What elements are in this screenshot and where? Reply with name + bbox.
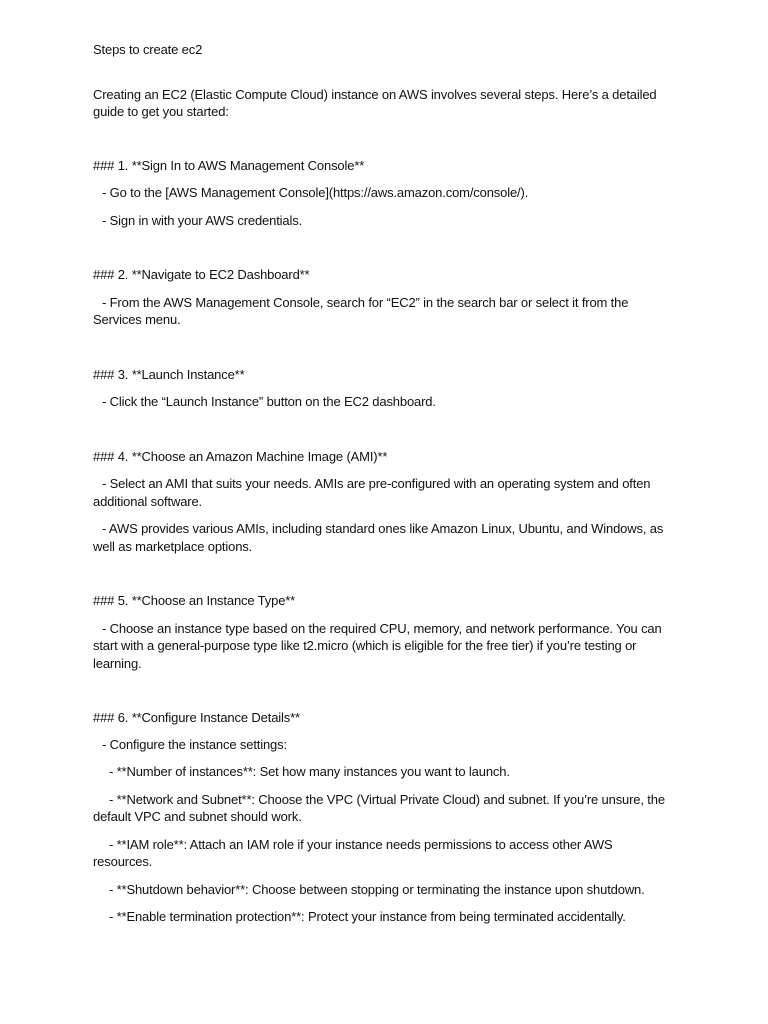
- step-5: [93, 592, 675, 672]
- step-heading: ### 3. **Launch Instance**: [93, 366, 245, 382]
- step-item: - Go to the [AWS Management Console](https://aws.amazon.com/console/).: [102, 185, 529, 200]
- step-subitem: - **Network and Subnet**: Choose the VPC (Virtual Private Cloud) and subnet. If you’re unsure, the default VPC and subnet should work.: [93, 791, 665, 824]
- document-title: Steps to create ec2: [93, 42, 203, 57]
- step-heading: ### 4. **Choose an Amazon Machine Image (AMI)**: [93, 448, 388, 464]
- step-item: - Sign in with your AWS credentials.: [102, 212, 303, 228]
- step-subitem: - **IAM role**: Attach an IAM role if your instance needs permissions to access other AWS resources.: [93, 836, 613, 869]
- step-item: - AWS provides various AMIs, including standard ones like Amazon Linux, Ubuntu, and Windows, as well as marketplace options.: [93, 521, 664, 554]
- step-item: - Configure the instance settings:: [102, 736, 287, 752]
- step-3: [93, 366, 675, 411]
- step-2: [93, 266, 675, 329]
- step-item: - From the AWS Management Console, search for “EC2” in the search bar or select it from the Services menu.: [93, 294, 629, 327]
- step-item: - Select an AMI that suits your needs. AMIs are pre-configured with an operating system and often additional software.: [93, 476, 651, 509]
- step-subitem: - **Enable termination protection**: Protect your instance from being terminated accidentally.: [109, 909, 626, 924]
- step-1: [93, 157, 675, 230]
- step-heading: ### 6. **Configure Instance Details**: [93, 710, 300, 725]
- step-6: [93, 709, 675, 926]
- step-subitem: - **Number of instances**: Set how many instances you want to launch.: [109, 764, 510, 779]
- step-subitem: - **Shutdown behavior**: Choose between stopping or terminating the instance upon shutdown.: [109, 881, 645, 897]
- step-heading: ### 5. **Choose an Instance Type**: [93, 593, 296, 608]
- step-item: - Choose an instance type based on the required CPU, memory, and network performance. You can start with a general-purpose type like t2.micro (which is eligible for the free tier) if you’re testing or learning.: [93, 620, 662, 671]
- intro-paragraph: Creating an EC2 (Elastic Compute Cloud) instance on AWS involves several steps. Here’s a detailed guide to get you started:: [93, 86, 657, 119]
- document-body: [93, 41, 675, 926]
- step-4: [93, 448, 675, 556]
- step-heading: ### 1. **Sign In to AWS Management Console**: [93, 157, 365, 173]
- step-item: - Click the “Launch Instance” button on the EC2 dashboard.: [102, 394, 436, 409]
- step-heading: ### 2. **Navigate to EC2 Dashboard**: [93, 267, 310, 282]
